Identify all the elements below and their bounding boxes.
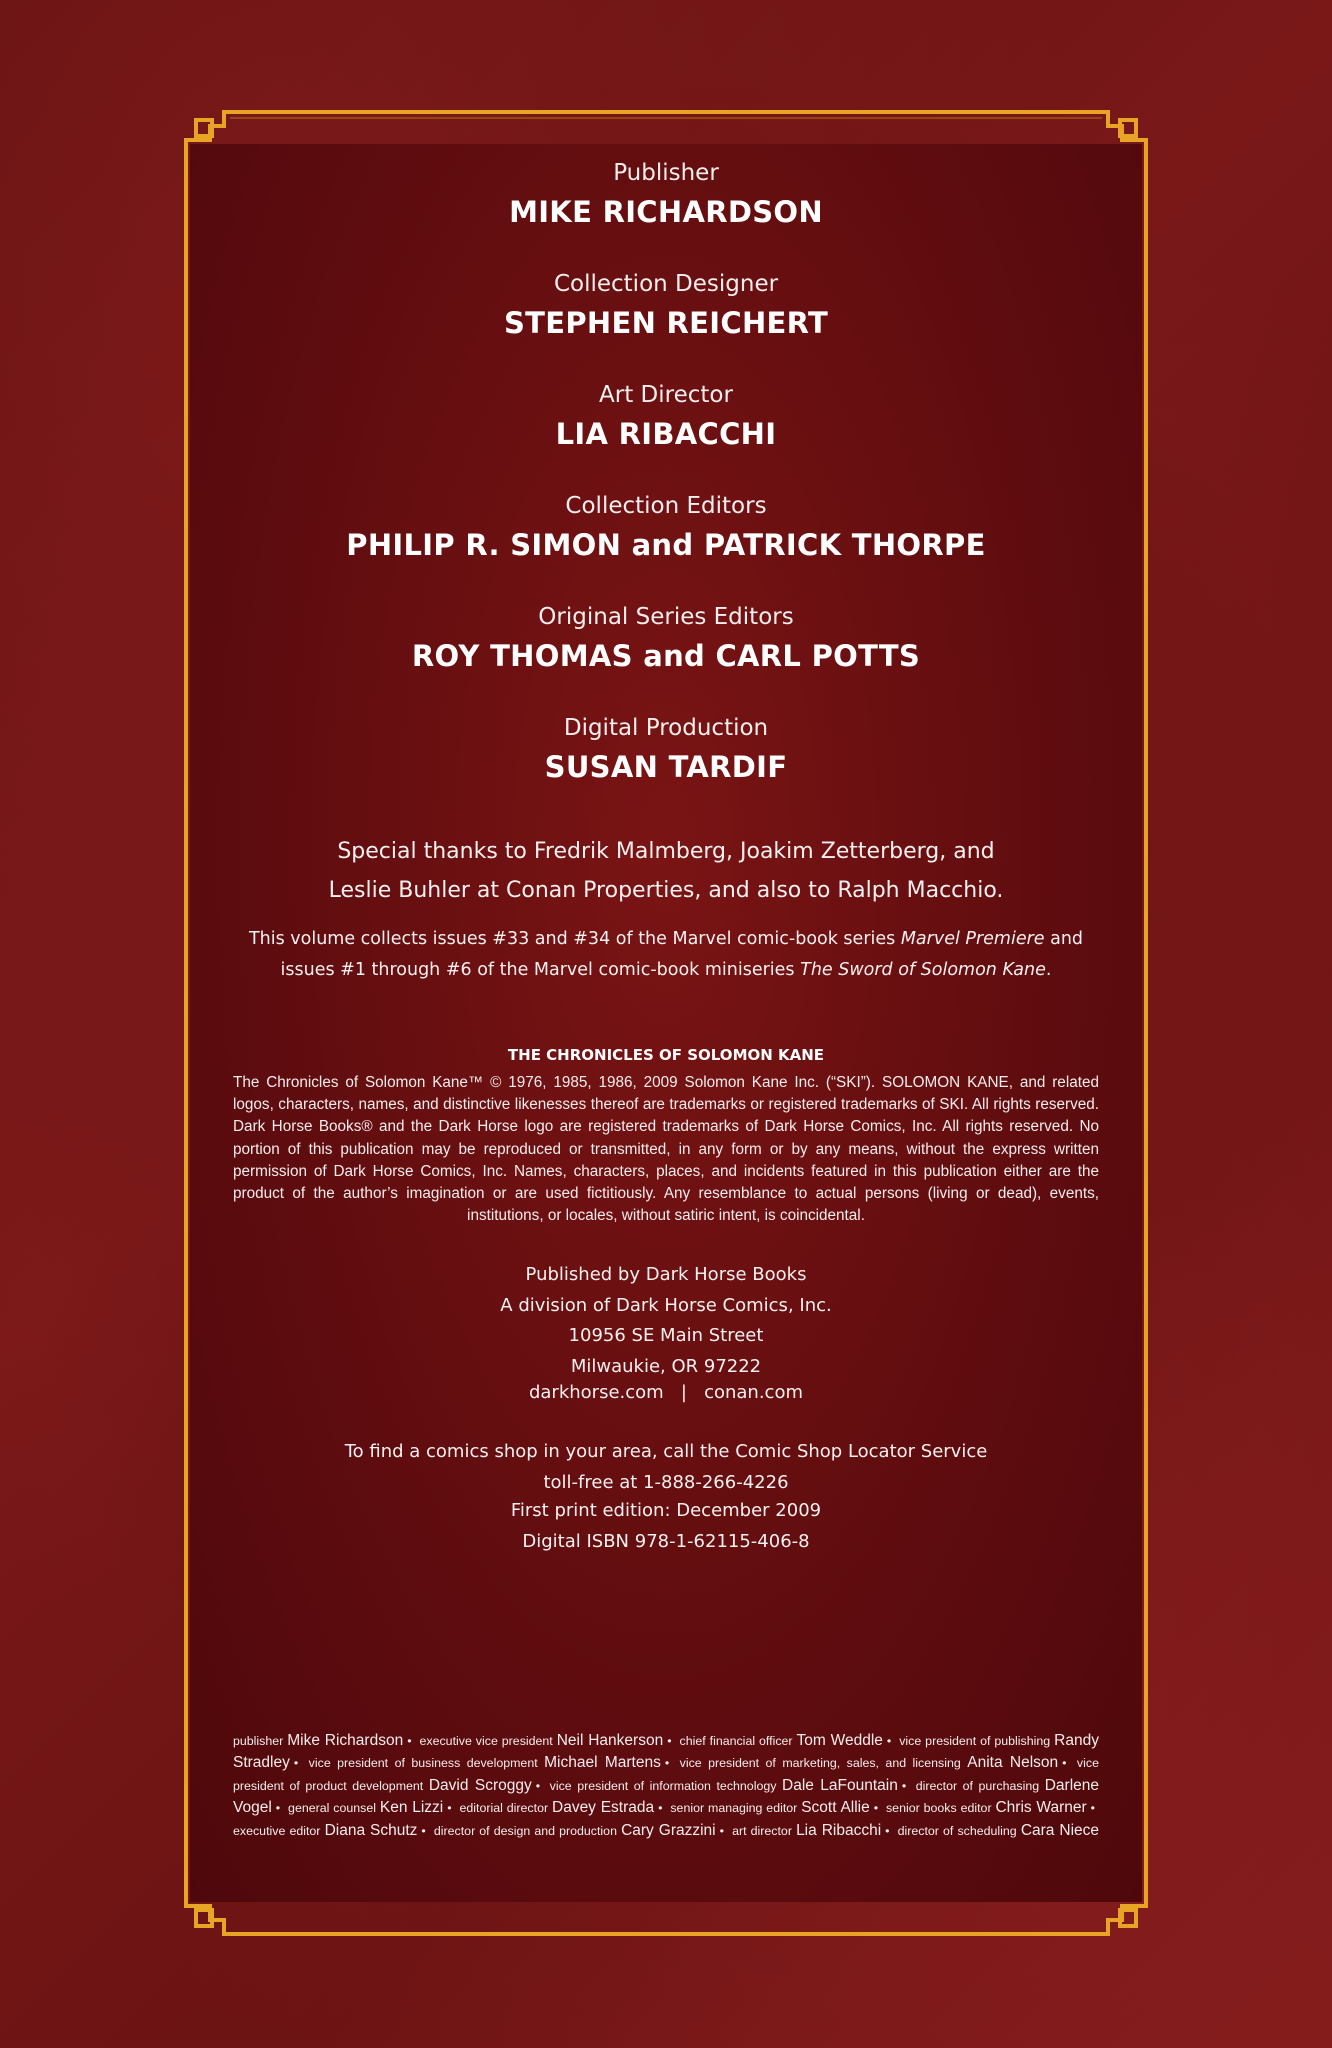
edition-line: First print edition: December 2009	[510, 1500, 822, 1521]
special-thanks-line: Leslie Buhler at Conan Properties, and also to Ralph Macchio.	[328, 878, 1004, 903]
staff-title: director of design and production	[433, 1823, 617, 1838]
staff-title: director of scheduling	[897, 1823, 1017, 1838]
staff-title: senior managing editor	[670, 1801, 798, 1816]
staff-title: senior books editor	[885, 1801, 992, 1816]
staff-name: Scott Allie	[801, 1799, 870, 1817]
staff-name: Randy Stradley	[233, 1732, 1099, 1772]
comic-shop-locator	[184, 1437, 1148, 1498]
credit-name-designer: STEPHEN REICHERT	[503, 306, 829, 340]
staff-title: general counsel	[288, 1801, 376, 1816]
locator-line: toll-free at 1-888-266-4226	[543, 1471, 789, 1493]
address-line: A division of Dark Horse Comics, Inc.	[500, 1294, 832, 1316]
staff-title: director of purchasing	[915, 1778, 1040, 1793]
staff-title: vice president of product development	[233, 1756, 1099, 1793]
collected-issues-line	[224, 924, 1108, 955]
staff-title: chief financial officer	[679, 1734, 793, 1748]
staff-name: Davey Estrada	[552, 1799, 655, 1817]
staff-title: executive vice president	[419, 1734, 553, 1748]
staff-name: Lia Ribacchi	[796, 1821, 882, 1839]
miniseries-title: The Sword of Solomon Kane	[800, 960, 1046, 980]
staff-title: vice president of information technology	[549, 1778, 777, 1793]
staff-name: Diana Schutz	[324, 1821, 418, 1839]
legal-notice: The Chronicles of Solomon Kane™ © 1976, 1985, 1986, 2009 Solomon Kane Inc. (“SKI”). SOLOMON KANE, and related logos, characters, names, and distinctive likenesses thereof are trademarks or registered trademarks of SKI. All rights reserved. Dark Horse Books® and the Dark Horse logo are registered trademarks of Dark Horse Comics, Inc. All rights reserved. No portion of this publication may be reproduced or transmitted, in any form or by any means, without the express written permission of Dark Horse Comics, Inc. Names, characters, places, and incidents featured in this publication either are the product of the author’s imagination or are used fictitiously. Any resemblance to actual persons (living or dead), events, institutions, or locales, without satiric intent, is coincidental.	[233, 1074, 1099, 1225]
credits-frame	[184, 110, 1148, 1936]
legal-title: THE CHRONICLES OF SOLOMON KANE	[507, 1046, 825, 1064]
staff-name: Mike Richardson	[287, 1732, 404, 1749]
collects-text: .	[1045, 960, 1052, 980]
credit-role-designer: Collection Designer	[553, 271, 779, 297]
staff-title: vice president of marketing, sales, and licensing	[679, 1756, 961, 1771]
staff-title: art director	[732, 1823, 792, 1838]
collects-text: issues #1 through #6 of the Marvel comic-book miniseries	[280, 960, 801, 980]
websites: darkhorse.com | conan.com	[528, 1382, 804, 1403]
address-line: Published by Dark Horse Books	[525, 1264, 807, 1285]
special-thanks-line: Special thanks to Fredrik Malmberg, Joakim Zetterberg, and	[337, 839, 995, 864]
credit-name-publisher: MIKE RICHARDSON	[509, 195, 823, 229]
collects-text: and	[1044, 929, 1084, 949]
staff-name: David Scroggy	[428, 1776, 532, 1794]
credit-role-digital-production: Digital Production	[563, 715, 769, 741]
publisher-address	[184, 1260, 1148, 1382]
credit-name-art-director: LIA RIBACCHI	[555, 417, 777, 451]
collected-issues-note	[224, 924, 1108, 986]
series-title: Marvel Premiere	[900, 929, 1045, 949]
staff-title: editorial director	[459, 1801, 549, 1816]
staff-name: Cary Grazzini	[621, 1821, 716, 1839]
staff-credits: publisher Mike Richardson • executive vice president Neil Hankerson • chief financial officer Tom Weddle • vice president of publishing Randy Stradley • vice president of business development Michael Martens • vice president of marketing, sales, and licensing Anita Nelson • vice president of product development David Scroggy • vice president of information technology Dale LaFountain • director of purchasing Darlene Vogel • general counsel Ken Lizzi • editorial director Davey Estrada • senior managing editor Scott Allie • senior books editor Chris Warner • executive editor Diana Schutz • director of design and production Cary Grazzini • art director Lia Ribacchi • director of scheduling Cara Niece	[233, 1732, 1099, 1839]
staff-title: publisher	[233, 1734, 284, 1748]
address-line: 10956 SE Main Street	[568, 1325, 764, 1346]
address-line: Milwaukie, OR 97222	[570, 1355, 762, 1377]
locator-line: To find a comics shop in your area, call the Comic Shop Locator Service	[344, 1441, 988, 1462]
staff-title: vice president of business development	[308, 1756, 538, 1771]
edition-line: Digital ISBN 978-1-62115-406-8	[522, 1530, 810, 1552]
staff-title: vice president of publishing	[899, 1734, 1051, 1748]
credit-role-publisher: Publisher	[613, 160, 719, 186]
credit-role-art-director: Art Director	[599, 382, 733, 408]
edition-info	[184, 1496, 1148, 1557]
credit-role-collection-editors: Collection Editors	[565, 493, 767, 519]
staff-name: Neil Hankerson	[556, 1732, 664, 1749]
staff-name: Dale LaFountain	[782, 1776, 898, 1794]
staff-name: Ken Lizzi	[379, 1799, 444, 1817]
staff-name: Cara Niece	[1020, 1821, 1099, 1839]
credit-role-series-editors: Original Series Editors	[538, 604, 794, 630]
collects-text: This volume collects issues #33 and #34 of the Marvel comic-book series	[248, 929, 901, 949]
staff-title: executive editor	[233, 1823, 321, 1838]
special-thanks	[244, 832, 1088, 910]
staff-name: Anita Nelson	[967, 1754, 1059, 1772]
staff-name: Darlene Vogel	[233, 1776, 1099, 1817]
credit-name-series-editors: ROY THOMAS and CARL POTTS	[411, 639, 921, 673]
credit-name-digital-production: SUSAN TARDIF	[544, 750, 788, 784]
staff-name: Michael Martens	[544, 1754, 661, 1772]
collected-issues-line	[224, 955, 1108, 986]
staff-name: Tom Weddle	[796, 1732, 883, 1749]
credit-name-collection-editors: PHILIP R. SIMON and PATRICK THORPE	[346, 528, 986, 562]
staff-name: Chris Warner	[995, 1799, 1087, 1817]
